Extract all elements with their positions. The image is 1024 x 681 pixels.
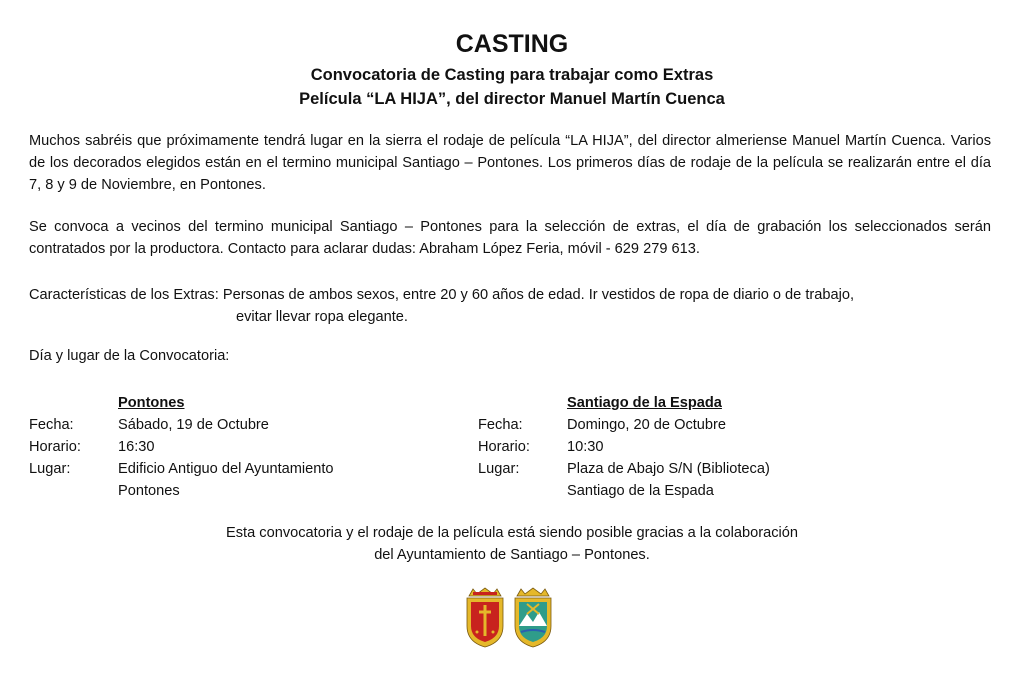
paragraph-call-neighbors: Se convoca a vecinos del termino municipal Santiago – Pontones para la selección de extras, el día de grabación los seleccionados serán contratados por la productora. Contacto para aclarar dudas: Abraham López Feria, móvil - 629 279 613. [29,219,991,257]
subtitle-film: Película “LA HIJA”, del director Manuel Martín Cuenca [299,90,725,108]
venue-date: Sábado, 19 de Octubre [118,417,269,433]
label-horario: Horario: [29,439,81,455]
label-fecha: Fecha: [478,417,523,433]
paragraph-intro: Muchos sabréis que próximamente tendrá lugar en la sierra el rodaje de película “LA HIJA”, del director almeriense Manuel Martín Cuenca. Varios de los decorados elegidos están en el termino municipal Santiago – Pontones. Los primeros días de rodaje de la película se realizarán entre el día 7, 8 y 9 de Noviembre, en Pontones. [29,133,991,193]
label-fecha: Fecha: [29,417,74,433]
venue-intro: Día y lugar de la Convocatoria: [29,348,230,364]
venue-santiago [478,392,770,502]
venue-place-town: Santiago de la Espada [567,483,714,499]
footer-thanks-line-2: del Ayuntamiento de Santiago – Pontones. [374,547,650,563]
venue-time: 16:30 [118,439,155,455]
municipal-emblems [463,586,555,648]
footer-thanks-line-1: Esta convocatoria y el rodaje de la película está siendo posible gracias a la colaboración [226,525,798,541]
venue-place-town: Pontones [118,483,180,499]
document-title: CASTING [455,30,569,58]
label-lugar: Lugar: [29,461,71,477]
label-horario: Horario: [478,439,530,455]
requirements-line-1: Características de los Extras: Personas de ambos sexos, entre 20 y 60 años de edad. Ir vestidos de ropa de diario o de trabajo, [29,287,855,303]
venue-time: 10:30 [567,439,604,455]
paragraph-requirements [29,284,991,328]
venue-pontones [29,392,334,502]
pontones-shield-icon [515,588,551,647]
subtitle-call: Convocatoria de Casting para trabajar como Extras [310,66,714,84]
venue-date: Domingo, 20 de Octubre [567,417,726,433]
santiago-shield-icon [467,588,503,647]
requirements-line-2: evitar llevar ropa elegante. [236,309,408,325]
venue-place: Plaza de Abajo S/N (Biblioteca) [567,461,770,477]
label-lugar: Lugar: [478,461,520,477]
venue-name: Santiago de la Espada [567,395,722,411]
venue-name: Pontones [118,395,185,411]
venue-place: Edificio Antiguo del Ayuntamiento [118,461,334,477]
coat-of-arms-icon [463,586,555,648]
